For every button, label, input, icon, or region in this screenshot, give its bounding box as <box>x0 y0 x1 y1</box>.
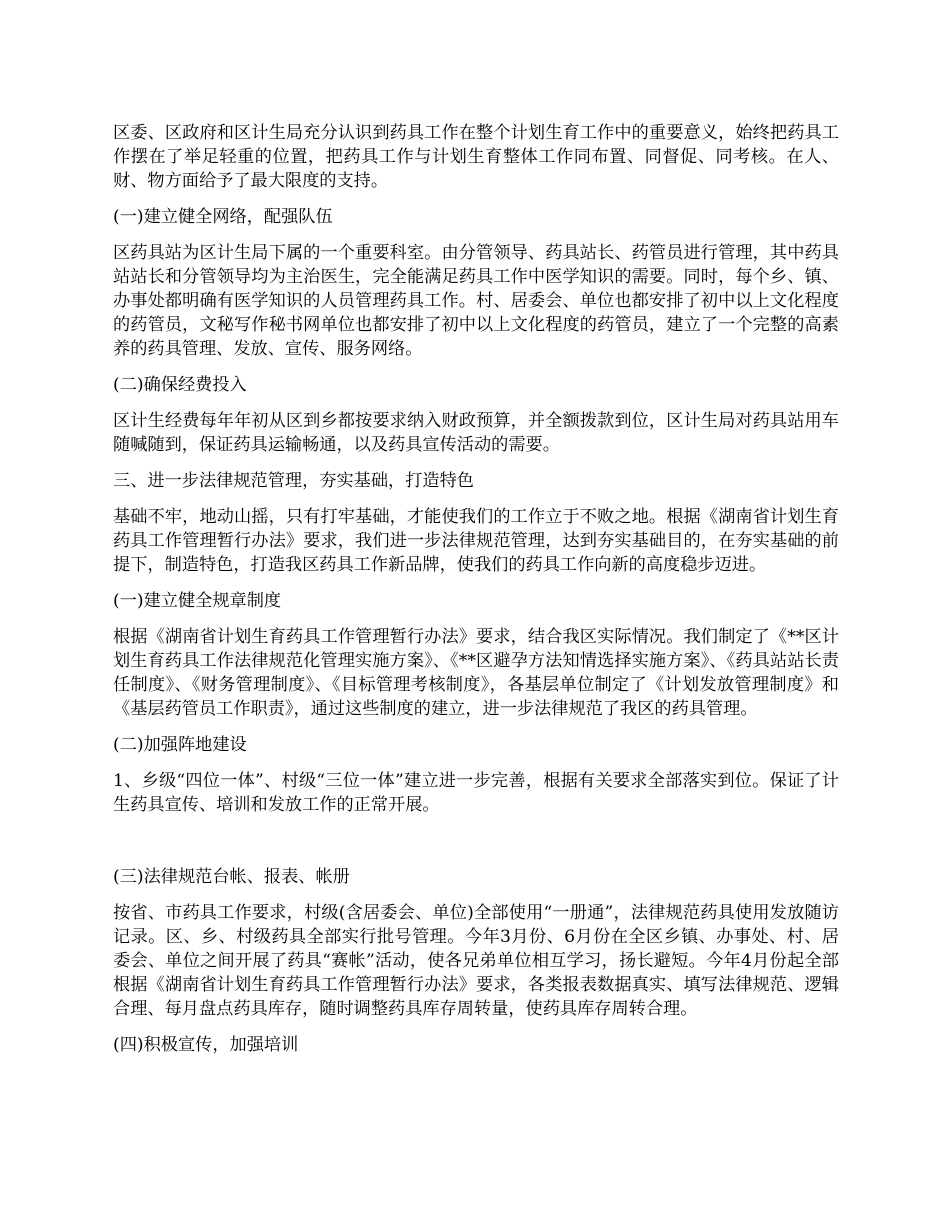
section-heading-funding: (二)确保经费投入 <box>113 375 247 395</box>
facilities-paragraph: 1、乡级“四位一体”、村级“三位一体”建立进一步完善，根据有关要求全部落实到位。保证了计生药具宣传、培训和发放工作的正常开展。 <box>113 771 839 815</box>
section-heading-standardize: 三、进一步法律规范管理，夯实基础，打造特色 <box>113 471 474 491</box>
network-paragraph: 区药具站为区计生局下属的一个重要科室。由分管领导、药具站长、药管员进行管理，其中药具站站长和分管领导均为主治医生，完全能满足药具工作中医学知识的需要。同时，每个乡、镇、办事处都明确有医学知识的人员管理药具工作。村、居委会、单位也都安排了初中以上文化程度的药管员，文秘写作秘书网单位也都安排了初中以上文化程度的药管员，建立了一个完整的高素养的药具管理、发放、宣传、服务网络。 <box>113 243 839 359</box>
section-heading-facilities: (二)加强阵地建设 <box>113 735 247 755</box>
intro-paragraph: 区委、区政府和区计生局充分认识到药具工作在整个计划生育工作中的重要意义，始终把药具工作摆在了举足轻重的位置，把药具工作与计划生育整体工作同布置、同督促、同考核。在人、财、物方面给予了最大限度的支持。 <box>113 123 839 191</box>
blank-spacer <box>113 829 839 865</box>
funding-paragraph: 区计生经费每年年初从区到乡都按要求纳入财政预算，并全额拨款到位，区计生局对药具站用车随喊随到，保证药具运输畅通，以及药具宣传活动的需要。 <box>113 411 839 455</box>
standardize-paragraph: 基础不牢，地动山摇，只有打牢基础，才能使我们的工作立于不败之地。根据《湖南省计划生育药具工作管理暂行办法》要求，我们进一步法律规范管理，达到夯实基础目的，在夯实基础的前提下，制造特色，打造我区药具工作新品牌，使我们的药具工作向新的高度稳步迈进。 <box>113 507 839 575</box>
document-body <box>113 121 839 1069</box>
ledgers-paragraph: 按省、市药具工作要求，村级(含居委会、单位)全部使用“一册通”，法律规范药具使用发放随访记录。区、乡、村级药具全部实行批号管理。今年3月份、6月份在全区乡镇、办事处、村、居委会、单位之间开展了药具“赛帐”活动，使各兄弟单位相互学习，扬长避短。今年4月份起全部根据《湖南省计划生育药具工作管理暂行办法》要求，各类报表数据真实、填写法律规范、逻辑合理、每月盘点药具库存，随时调整药具库存周转量，使药具库存周转合理。 <box>113 903 839 1019</box>
section-heading-ledgers: (三)法律规范台帐、报表、帐册 <box>113 867 350 887</box>
regulations-paragraph: 根据《湖南省计划生育药具工作管理暂行办法》要求，结合我区实际情况。我们制定了《**区计划生育药具工作法律规范化管理实施方案》、《**区避孕方法知情选择实施方案》、《药具站站长责任制度》、《财务管理制度》、《目标管理考核制度》，各基层单位制定了《计划发放管理制度》和《基层药管员工作职责》，通过这些制度的建立，进一步法律规范了我区的药具管理。 <box>113 627 839 719</box>
section-heading-network: (一)建立健全网络，配强队伍 <box>113 207 333 227</box>
section-heading-regulations: (一)建立健全规章制度 <box>113 591 282 611</box>
section-heading-training: (四)积极宣传，加强培训 <box>113 1035 299 1055</box>
